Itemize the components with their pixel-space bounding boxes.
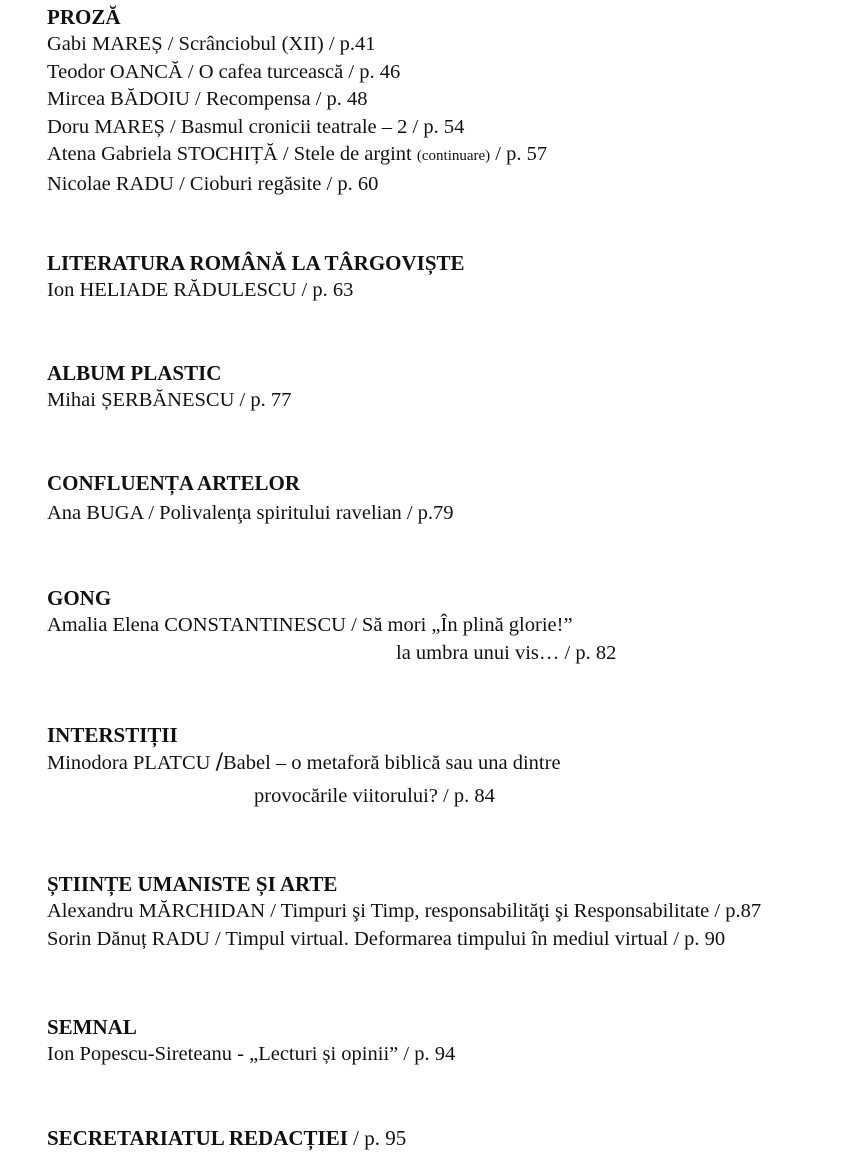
section-heading: ALBUM PLASTIC: [47, 361, 222, 385]
section-heading: SEMNAL: [47, 1015, 137, 1039]
section-heading-text: SECRETARIATUL REDACȚIEI: [47, 1126, 348, 1150]
section-stiinte: [47, 871, 847, 953]
section-heading: GONG: [47, 586, 112, 610]
section-heading: INTERSTIȚII: [47, 723, 178, 747]
section-heading: [47, 1125, 847, 1152]
toc-entry-text: Atena Gabriela STOCHIȚĂ / Stele de argint: [47, 143, 417, 165]
section-heading: LITERATURA ROMÂNĂ LA TÂRGOVIȘTE: [47, 251, 465, 275]
toc-entry: Teodor OANCĂ / O cafea turcească / p. 46: [47, 60, 401, 83]
toc-entry: Sorin Dănuț RADU / Timpul virtual. Deformarea timpului în mediul virtual / p. 90: [47, 927, 726, 950]
section-semnal: [47, 1014, 847, 1069]
toc-entry-author: Minodora PLATCU: [47, 752, 216, 774]
toc-entry-title: Babel – o metaforă biblică sau una dintre: [222, 752, 561, 774]
toc-entry-note: (continuare): [416, 148, 491, 164]
toc-entry: Mihai ȘERBĂNESCU / p. 77: [47, 389, 292, 411]
toc-entry: Nicolae RADU / Cioburi regăsite / p. 60: [47, 172, 379, 195]
toc-entry-page: / p. 57: [490, 143, 548, 165]
toc-entry: Gabi MAREȘ / Scrânciobul (XII) / p.41: [47, 33, 376, 55]
toc-entry: Doru MAREȘ / Basmul cronicii teatrale – 2 / p. 54: [47, 115, 465, 138]
toc-entry: Alexandru MĂRCHIDAN / Timpuri şi Timp, responsabilităţi şi Responsabilitate / p.87: [47, 900, 762, 922]
section-gong: [47, 585, 847, 667]
toc-entry: Mircea BĂDOIU / Recompensa / p. 48: [47, 88, 368, 110]
section-album-plastic: [47, 360, 847, 415]
section-proza: [47, 4, 847, 198]
toc-entry: Ana BUGA / Polivalenţa spiritului ravelian / p.79: [47, 502, 454, 524]
section-heading: ȘTIINȚE UMANISTE ȘI ARTE: [47, 872, 338, 896]
slash-separator: /: [215, 750, 223, 775]
section-literatura: [47, 250, 847, 305]
toc-entry-page: / p. 95: [347, 1126, 407, 1150]
toc-entry-continuation: la umbra unui vis… / p. 82: [396, 641, 617, 664]
section-heading: CONFLUENȚA ARTELOR: [47, 471, 301, 495]
section-heading: PROZĂ: [47, 5, 121, 29]
section-interstitii: [47, 722, 847, 810]
section-confluenta: [47, 470, 847, 528]
toc-entry: Amalia Elena CONSTANTINESCU / Să mori „În plină glorie!”: [47, 614, 573, 636]
toc-entry: [47, 749, 847, 778]
section-secretariat: [47, 1125, 847, 1152]
toc-entry: Ion Popescu-Sireteanu - „Lecturi și opinii” / p. 94: [47, 1043, 456, 1065]
toc-entry-continuation: provocările viitorului? / p. 84: [254, 784, 495, 807]
toc-entry: [47, 141, 847, 171]
toc-entry: Ion HELIADE RĂDULESCU / p. 63: [47, 279, 354, 301]
